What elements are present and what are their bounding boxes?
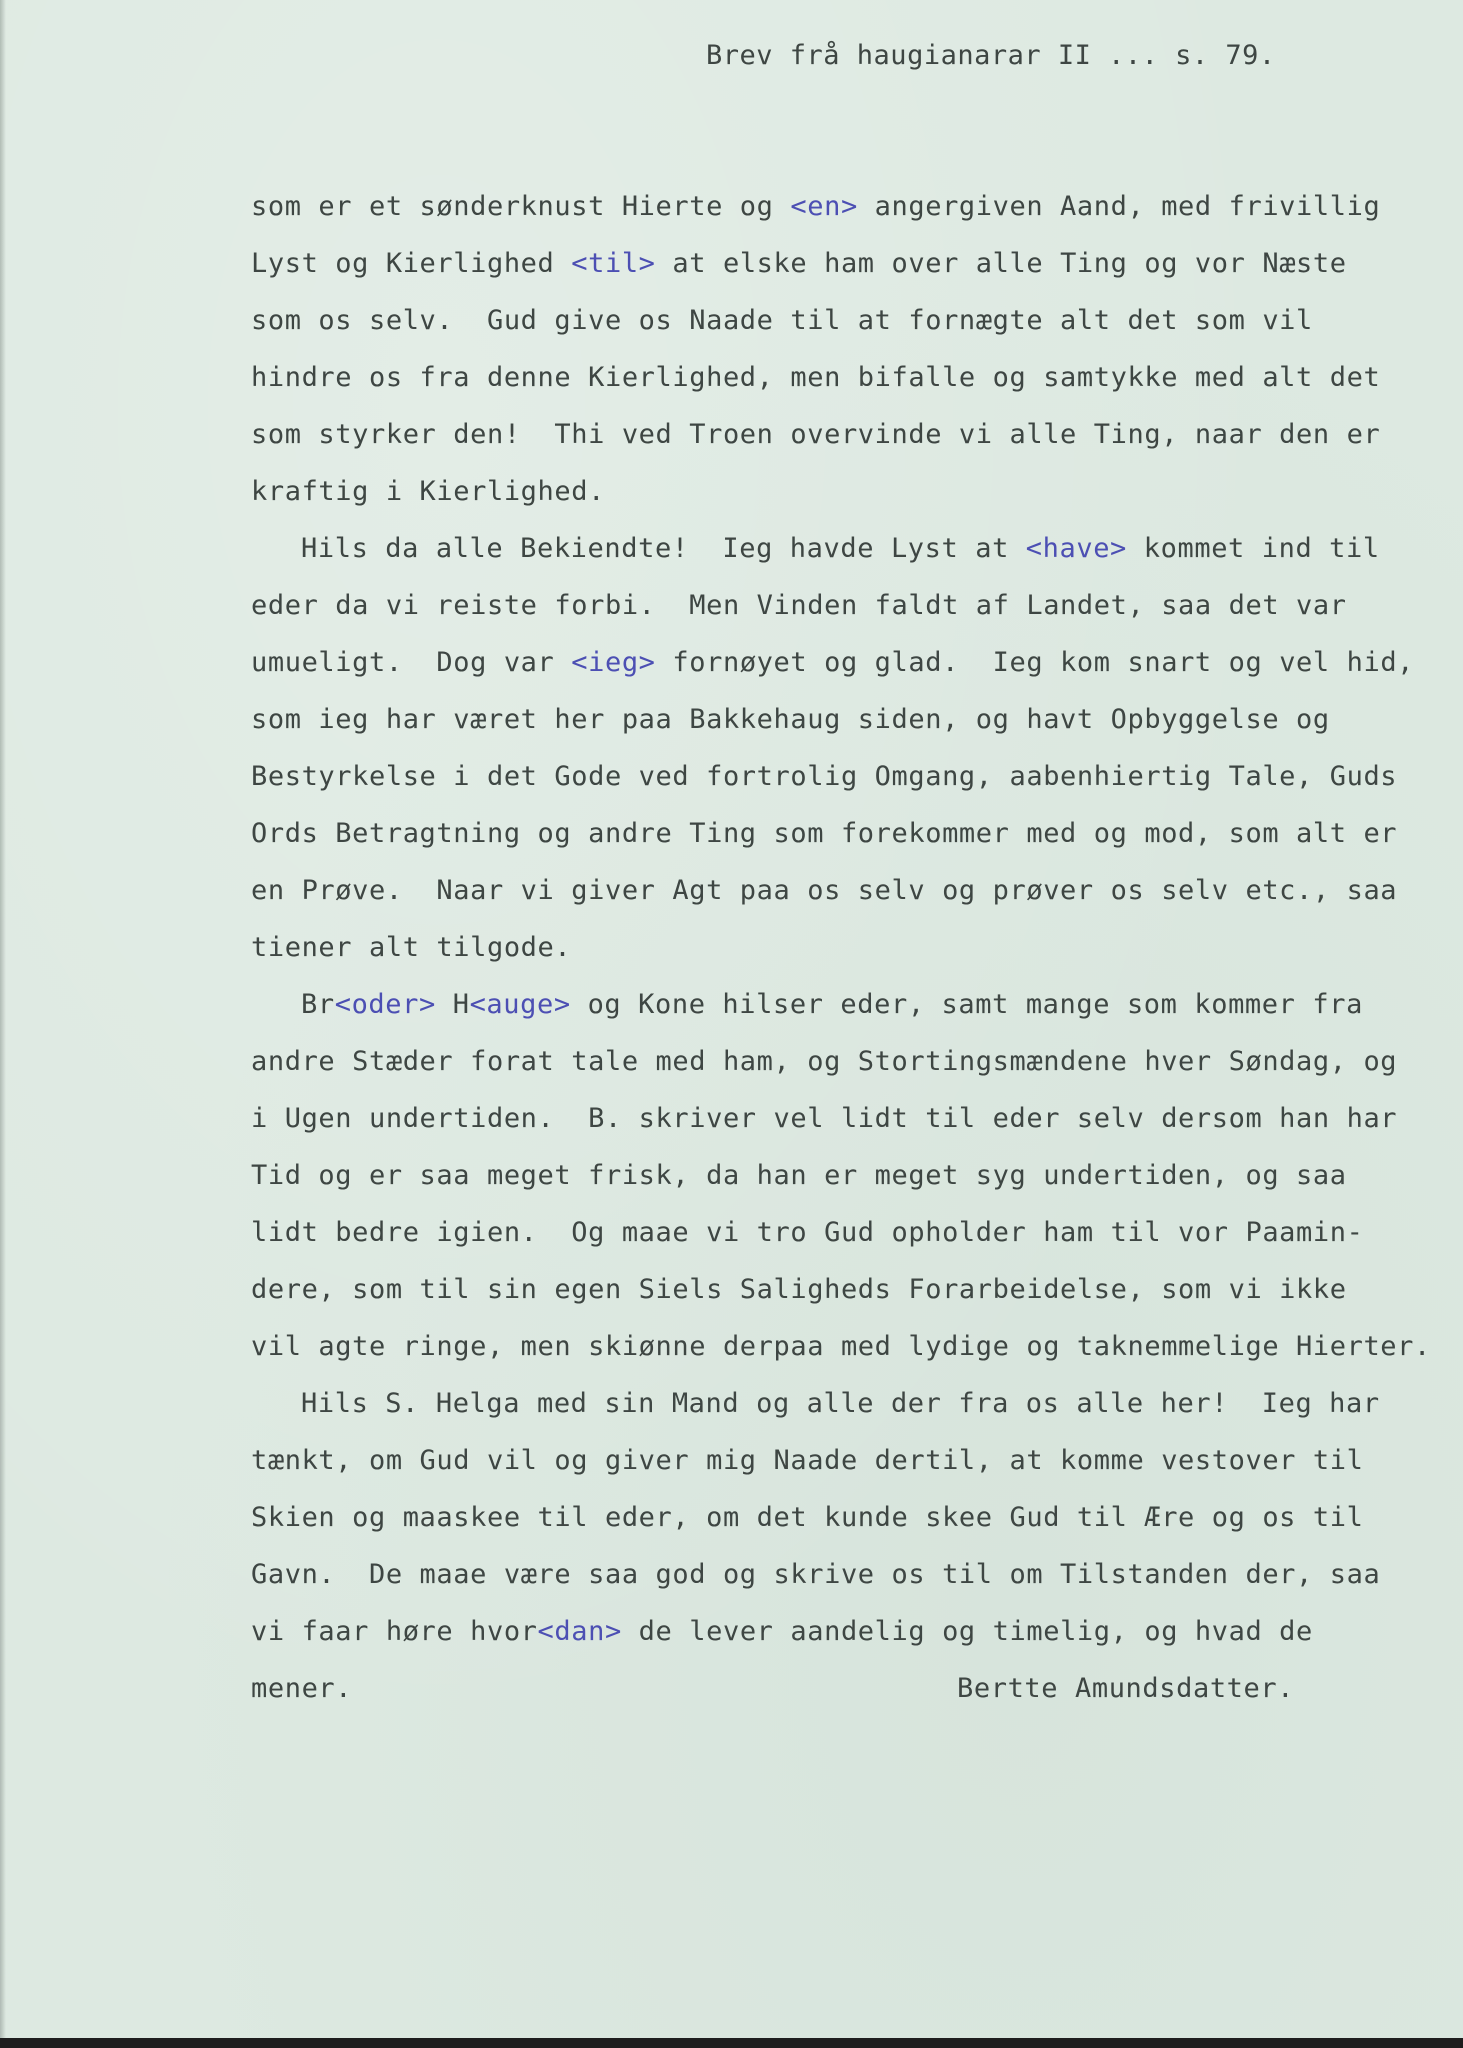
text-line <box>251 976 1451 1033</box>
text-line <box>251 1261 1451 1318</box>
text-line <box>251 691 1451 748</box>
text-line <box>251 349 1451 406</box>
page-header: Brev frå haugianarar II ... s. 79. <box>706 40 1276 71</box>
line-text: Tid og er saa meget frisk, da han er meget syg undertiden, og saa <box>251 1160 1347 1191</box>
text-line <box>251 1204 1451 1261</box>
signature: Bertte Amundsdatter. <box>957 1673 1295 1704</box>
line-text: som styrker den! Thi ved Troen overvinde vi alle Ting, naar den er <box>251 419 1381 450</box>
line-text: som os selv. Gud give os Naade til at fornægte alt det som vil <box>251 305 1313 336</box>
line-text: kraftig i Kierlighed. <box>251 476 605 507</box>
text-line <box>251 862 1451 919</box>
text-line <box>251 1432 1451 1489</box>
line-text: hindre os fra denne Kierlighed, men bifalle og samtykke med alt det <box>251 362 1381 393</box>
line-text: som ieg har været her paa Bakkehaug siden, og havt Opbyggelse og <box>251 704 1330 735</box>
line-text: Gavn. De maae være saa god og skrive os til om Tilstanden der, saa <box>251 1559 1381 1590</box>
text-line <box>251 1375 1451 1432</box>
text-line <box>251 919 1451 976</box>
line-text: Lyst og Kierlighed <box>251 248 572 279</box>
text-line <box>251 1489 1451 1546</box>
line-text: at elske ham over alle Ting og vor Næste <box>655 248 1347 279</box>
text-line <box>251 1546 1451 1603</box>
line-text: en Prøve. Naar vi giver Agt paa os selv og prøver os selv etc., saa <box>251 875 1398 906</box>
editorial-insertion: <auge> <box>469 989 571 1020</box>
text-line <box>251 1603 1451 1660</box>
page-edge-shadow <box>0 0 6 2038</box>
text-line <box>251 292 1451 349</box>
line-text: fornøyet og glad. Ieg kom snart og vel hid, <box>655 647 1415 678</box>
text-line <box>251 406 1451 463</box>
editorial-insertion: <oder> <box>334 989 436 1020</box>
line-text: og Kone hilser eder, samt mange som kommer fra <box>570 989 1363 1020</box>
closing-row <box>251 1660 1451 1717</box>
line-text: Skien og maaskee til eder, om det kunde skee Gud til Ære og os til <box>251 1502 1364 1533</box>
line-text: andre Stæder forat tale med ham, og Stortingsmændene hver Søndag, og <box>251 1046 1398 1077</box>
text-line <box>251 1033 1451 1090</box>
text-line <box>251 805 1451 862</box>
text-line <box>251 748 1451 805</box>
text-line <box>251 178 1451 235</box>
editorial-insertion: <en> <box>790 191 858 222</box>
scan-border <box>0 2038 1463 2048</box>
line-text: eder da vi reiste forbi. Men Vinden faldt af Landet, saa det var <box>251 590 1347 621</box>
line-text: tiener alt tilgode. <box>251 932 572 963</box>
line-text: Br <box>301 989 335 1020</box>
line-text: Bestyrkelse i det Gode ved fortrolig Omgang, aabenhiertig Tale, Guds <box>251 761 1398 792</box>
line-text: umueligt. Dog var <box>251 647 572 678</box>
text-line <box>251 634 1451 691</box>
text-line <box>251 1318 1451 1375</box>
line-text: Hils S. Helga med sin Mand og alle der fra os alle her! Ieg har <box>301 1388 1380 1419</box>
text-line <box>251 1147 1451 1204</box>
line-text: Hils da alle Bekiendte! Ieg havde Lyst at <box>301 533 1026 564</box>
editorial-insertion: <have> <box>1025 533 1127 564</box>
letter-body <box>251 178 1451 1717</box>
line-text: tænkt, om Gud vil og giver mig Naade dertil, at komme vestover til <box>251 1445 1364 1476</box>
line-text: kommet ind til <box>1126 533 1380 564</box>
line-text: vi faar høre hvor <box>251 1616 538 1647</box>
text-line <box>251 520 1451 577</box>
line-text: Ords Betragtning og andre Ting som forekommer med og mod, som alt er <box>251 818 1398 849</box>
editorial-insertion: <dan> <box>537 1616 622 1647</box>
line-text: dere, som til sin egen Siels Saligheds Forarbeidelse, som vi ikke <box>251 1274 1347 1305</box>
editorial-insertion: <til> <box>571 248 656 279</box>
line-text: vil agte ringe, men skiønne derpaa med lydige og taknemmelige Hierter. <box>251 1331 1431 1362</box>
line-text: lidt bedre igien. Og maae vi tro Gud opholder ham til vor Paamin- <box>251 1217 1364 1248</box>
line-text: H <box>435 989 470 1020</box>
closing-text: mener. <box>251 1673 353 1704</box>
line-text: de lever aandelig og timelig, og hvad de <box>621 1616 1313 1647</box>
editorial-insertion: <ieg> <box>571 647 656 678</box>
text-line <box>251 577 1451 634</box>
text-line <box>251 235 1451 292</box>
text-line <box>251 1090 1451 1147</box>
text-line <box>251 463 1451 520</box>
line-text: som er et sønderknust Hierte og <box>251 191 791 222</box>
line-text: angergiven Aand, med frivillig <box>857 191 1381 222</box>
line-text: i Ugen undertiden. B. skriver vel lidt til eder selv dersom han har <box>251 1103 1398 1134</box>
